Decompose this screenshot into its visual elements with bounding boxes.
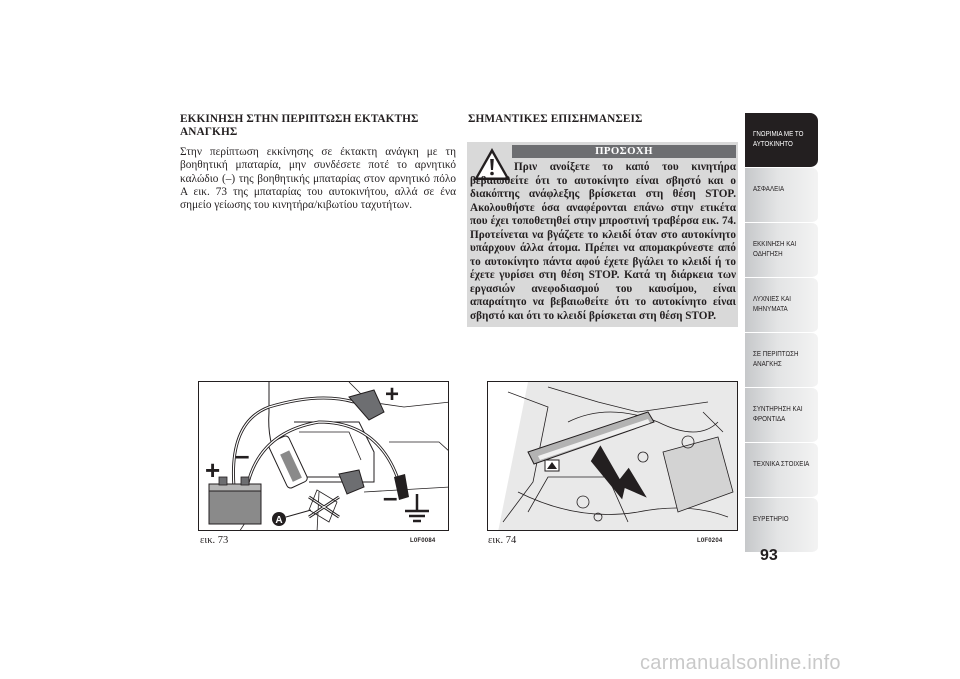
- tab-label: ΕΥΡΕΤΗΡΙΟ: [753, 514, 789, 523]
- section-heading-important-notes: ΣΗΜΑΝΤΙΚΕΣ ΕΠΙΣΗΜΑΝΣΕΙΣ: [468, 113, 643, 125]
- watermark: carmanualsonline.info: [640, 652, 841, 674]
- ground-minus-symbol: –: [383, 482, 398, 512]
- warning-box: [467, 142, 738, 327]
- warning-text: Πριν ανοίξετε το καπό του κινητήρα βεβαιωθείτε ότι το αυτοκίνητο είναι σβηστό και ο διακόπτης ανάφλεξης βρίσκεται στη θέση STOP. Ακολουθήστε όσα αναφέρονται επάνω στην ετικέτα που έχει τοποθετηθεί στην μπροστινή τραβέρσα εικ. 74. Προτείνεται να βγάζετε το κλειδί όταν στο αυτοκίνητο υπάρχουν άλλα άτομα. Πρέπει να απομακρύνεστε από το αυτοκίνητο πάντα αφού έχετε βγάλει το κλειδί ή το έχετε γυρίσει στη θέση STOP. Κατά τη διάρκεια των εργασιών ανεφοδιασμού του καυσίμου, είναι απαραίτητο να βεβαιωθείτε ότι το αυτοκίνητο είναι σβηστό και ότι το κλειδί βρίσκεται στη θέση STOP.: [470, 161, 736, 323]
- figure-74-engine-bay-illustration: [487, 381, 738, 531]
- battery-jump-start-drawing: [199, 382, 449, 531]
- figure-73-code: L0F0084: [410, 538, 436, 544]
- figure-74-caption: εικ. 74: [488, 535, 517, 546]
- ground-icon: [405, 494, 429, 521]
- figure-73-caption: εικ. 73: [200, 535, 229, 546]
- emergency-start-paragraph: Στην περίπτωση εκκίνησης σε έκτακτη ανάγκη με τη βοηθητική μπαταρία, μην συνδέσετε ποτέ το αρνητικό καλώδιο (–) της βοηθητικής μπαταρίας στον αρνητικό πόλο A εικ. 73 της μπαταρίας του αυτοκινήτου, αλλά σε ένα σημείο γείωσης του κινητήρα/κιβωτίου ταχυτήτων.: [180, 146, 456, 212]
- chapter-side-tabs: [745, 113, 818, 553]
- tab-label: ΣΥΝΤΗΡΗΣΗ ΚΑΙ ΦΡΟΝΤΙΔΑ: [753, 404, 803, 423]
- tab-starting-and-driving[interactable]: [745, 223, 818, 278]
- tab-label: ΕΚΚΙΝΗΣΗ ΚΑΙ ΟΔΗΓΗΣΗ: [753, 239, 797, 258]
- page-number: 93: [760, 547, 778, 564]
- tab-safety[interactable]: [745, 168, 818, 223]
- tab-technical-data[interactable]: [745, 443, 818, 498]
- tab-label: ΑΣΦΑΛΕΙΑ: [753, 184, 785, 193]
- figure-74-code: L0F0204: [697, 538, 723, 544]
- tab-warning-lights-messages[interactable]: [745, 278, 818, 333]
- tab-vehicle-familiarization[interactable]: [745, 113, 818, 168]
- right-column: [468, 113, 736, 126]
- tab-maintenance-and-care[interactable]: [745, 388, 818, 443]
- car-plus-symbol: +: [385, 382, 400, 408]
- booster-minus-symbol: –: [235, 440, 250, 470]
- label-a: A: [275, 515, 283, 526]
- tab-index[interactable]: [745, 498, 818, 553]
- tab-label: ΓΝΩΡΙΜΙΑ ΜΕ ΤΟ ΑΥΤΟΚΙΝΗΤΟ: [753, 129, 804, 148]
- section-heading-emergency-start: ΕΚΚΙΝΗΣΗ ΣΤΗΝ ΠΕΡΙΠΤΩΣΗ ΕΚΤΑΚΤΗΣ ΑΝΑΓΚΗΣ: [180, 113, 419, 138]
- engine-bay-label-drawing: [488, 382, 738, 531]
- left-column: [180, 113, 456, 212]
- tab-label: ΤΕΧΝΙΚΑ ΣΤΟΙΧΕΙΑ: [753, 459, 810, 468]
- tab-label: ΣΕ ΠΕΡΙΠΤΩΣΗ ΑΝΑΓΚΗΣ: [753, 349, 799, 368]
- tab-label: ΛΥΧΝΙΕΣ ΚΑΙ ΜΗΝΥΜΑΤΑ: [753, 294, 792, 313]
- figure-73-battery-illustration: [198, 381, 449, 531]
- tab-in-an-emergency[interactable]: [745, 333, 818, 388]
- booster-plus-symbol: +: [205, 455, 221, 485]
- warning-title: ΠΡΟΣΟΧΗ: [512, 145, 736, 158]
